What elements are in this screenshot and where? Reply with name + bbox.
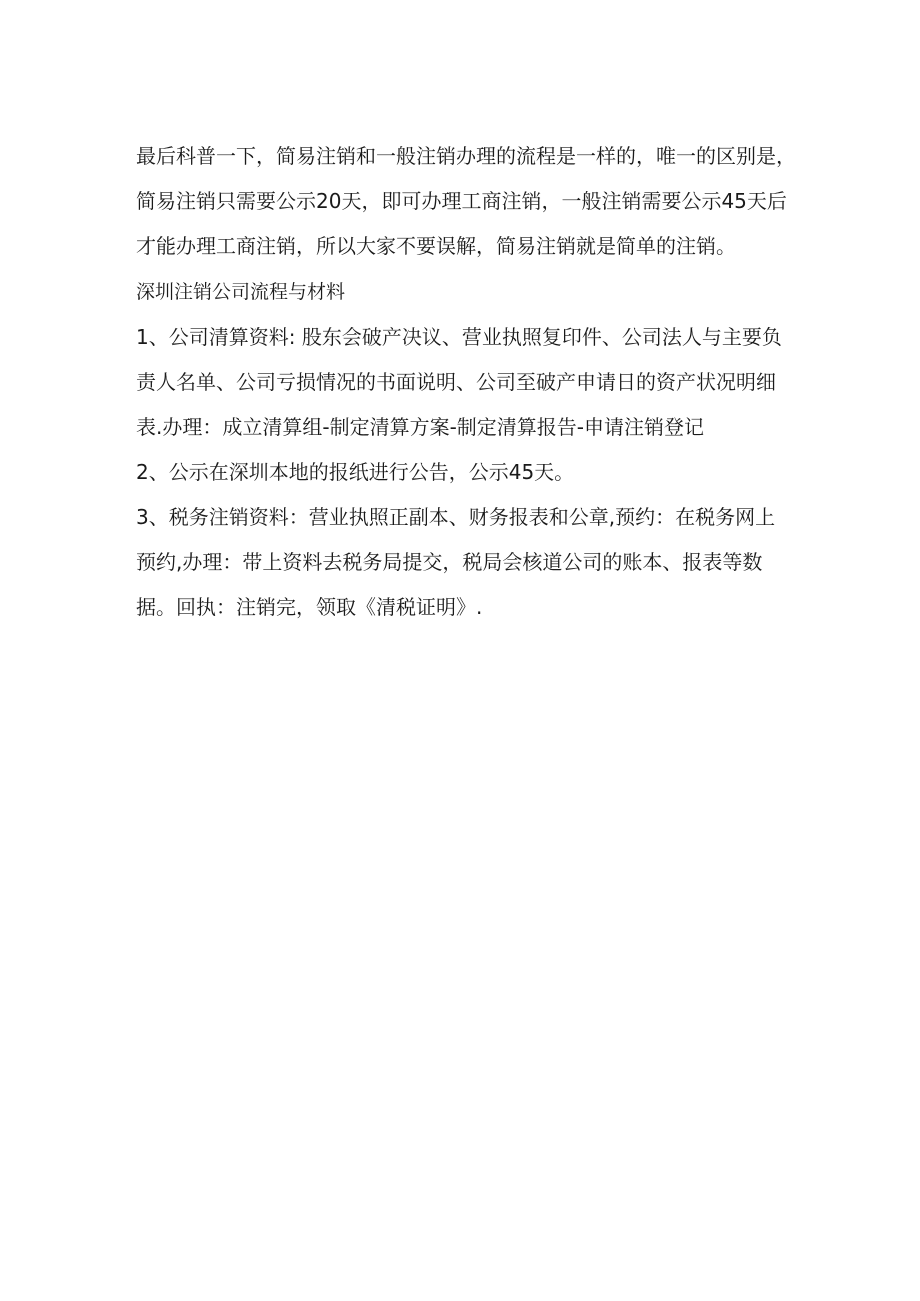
document-body — [136, 134, 796, 630]
step-3-line-2: 预约,办理：带上资料去税务局提交，税局会核道公司的账本、报表等数 — [136, 550, 763, 574]
step-1-line-2: 责人名单、公司亏损情况的书面说明、公司至破产申请日的资产状况明细 — [136, 370, 776, 394]
intro-line-1: 最后科普一下，简易注销和一般注销办理的流程是一样的，唯一的区别是， — [136, 144, 796, 168]
step-1-line-3: 表.办理：成立清算组-制定清算方案-制定清算报告-申请注销登记 — [136, 415, 705, 439]
intro-line-3: 才能办理工商注销，所以大家不要误解，简易注销就是简单的注销。 — [136, 234, 736, 258]
section-heading: 深圳注销公司流程与材料 — [136, 281, 346, 303]
step-3-line-3: 据。回执：注销完，领取《清税证明》. — [136, 595, 483, 619]
intro-line-2: 简易注销只需要公示20天，即可办理工商注销，一般注销需要公示45天后 — [136, 189, 787, 213]
step-3-line-1: 3、税务注销资料：营业执照正副本、财务报表和公章,预约：在税务网上 — [136, 505, 776, 529]
step-2-line-1: 2、公示在深圳本地的报纸进行公告，公示45天。 — [136, 460, 575, 484]
step-1-line-1: 1、公司清算资料: 股东会破产决议、营业执照复印件、公司法人与主要负 — [136, 325, 782, 349]
